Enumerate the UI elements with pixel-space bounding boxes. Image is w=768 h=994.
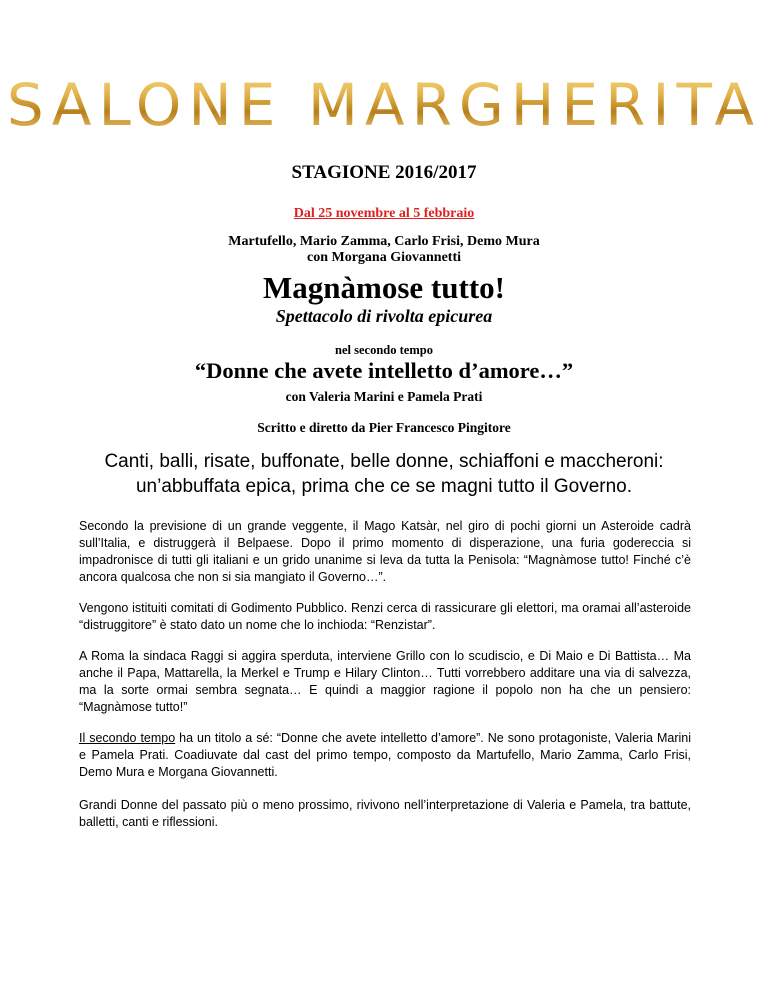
paragraph-4 — [79, 730, 691, 781]
paragraph-2: Vengono istituiti comitati di Godimento Pubblico. Renzi cerca di rassicurare gli elettori, ma oramai all’asteroide “distruggitore” è stato dato un nome che lo inchioda: “Renzistar”. — [79, 601, 691, 632]
run-dates — [0, 206, 768, 222]
paragraph-3: A Roma la sindaca Raggi si aggira sperduta, interviene Grillo con lo scudiscio, e Di Maio e Di Battista… Ma anche il Papa, Mattarella, la Merkel e Trump e Hilary Clinton… Tutti vorrebbero additare una via di salvezza, ma la sorte ormai sembra segnata… E quindi a maggior ragione il popolo non ha che un pensiero: “Magnàmose tutto!” — [79, 649, 691, 714]
run-dates-text: Dal 25 novembre al 5 febbraio — [293, 206, 475, 221]
season-heading: STAGIONE 2016/2017 — [291, 162, 477, 183]
author-credit: Scritto e diretto da Pier Francesco Pingitore — [257, 420, 511, 435]
tagline — [0, 449, 768, 499]
paragraph-4-underlined: Il secondo tempo — [79, 731, 176, 745]
paragraph-5: Grandi Donne del passato più o meno prossimo, rivivono nell’interpretazione di Valeria e Pamela, tra battute, balletti, canti e riflessioni. — [79, 798, 691, 829]
main-cast-line-1: Martufello, Mario Zamma, Carlo Frisi, Demo Mura — [228, 234, 540, 249]
main-cast-line-2: con Morgana Giovannetti — [307, 250, 461, 265]
logo-text: SALONE MARGHERITA — [6, 71, 762, 139]
paragraph-4-text: ha un titolo a sé: “Donne che avete intelletto d’amore”. Ne sono protagoniste, Valeria Marini e Pamela Prati. Coadiuvate dal cast del primo tempo, composto da Martufello, Mario Zamma, Carlo Frisi, Demo Mura e Morgana Giovannetti. — [79, 731, 691, 779]
main-cast — [0, 234, 768, 266]
second-half-title: “Donne che avete intelletto d’amore…” — [194, 358, 574, 383]
show-title: Magnàmose tutto! — [263, 270, 505, 305]
second-half-cast: con Valeria Marini e Pamela Prati — [285, 389, 483, 404]
tagline-line-2: un’abbuffata epica, prima che ce se magni tutto il Governo. — [135, 476, 633, 497]
tagline-line-1: Canti, balli, risate, buffonate, belle donne, schiaffoni e maccheroni: — [104, 451, 664, 472]
second-half-label: nel secondo tempo — [335, 343, 433, 357]
show-subtitle: Spettacolo di rivolta epicurea — [275, 306, 493, 326]
paragraph-1: Secondo la previsione di un grande veggente, il Mago Katsàr, nel giro di pochi giorni un Asteroide cadrà sull’Italia, e distruggerà il Belpaese. Dopo il primo momento di disperazione, una furia godereccia si impadronisce di tutti gli italiani e un grido unanime si leva da tutta la Penisola: “Magnàmose tutto! Finché c’è ancora qualcosa che non si sia mangiato il Governo…”. — [79, 519, 691, 584]
logo — [0, 70, 768, 140]
